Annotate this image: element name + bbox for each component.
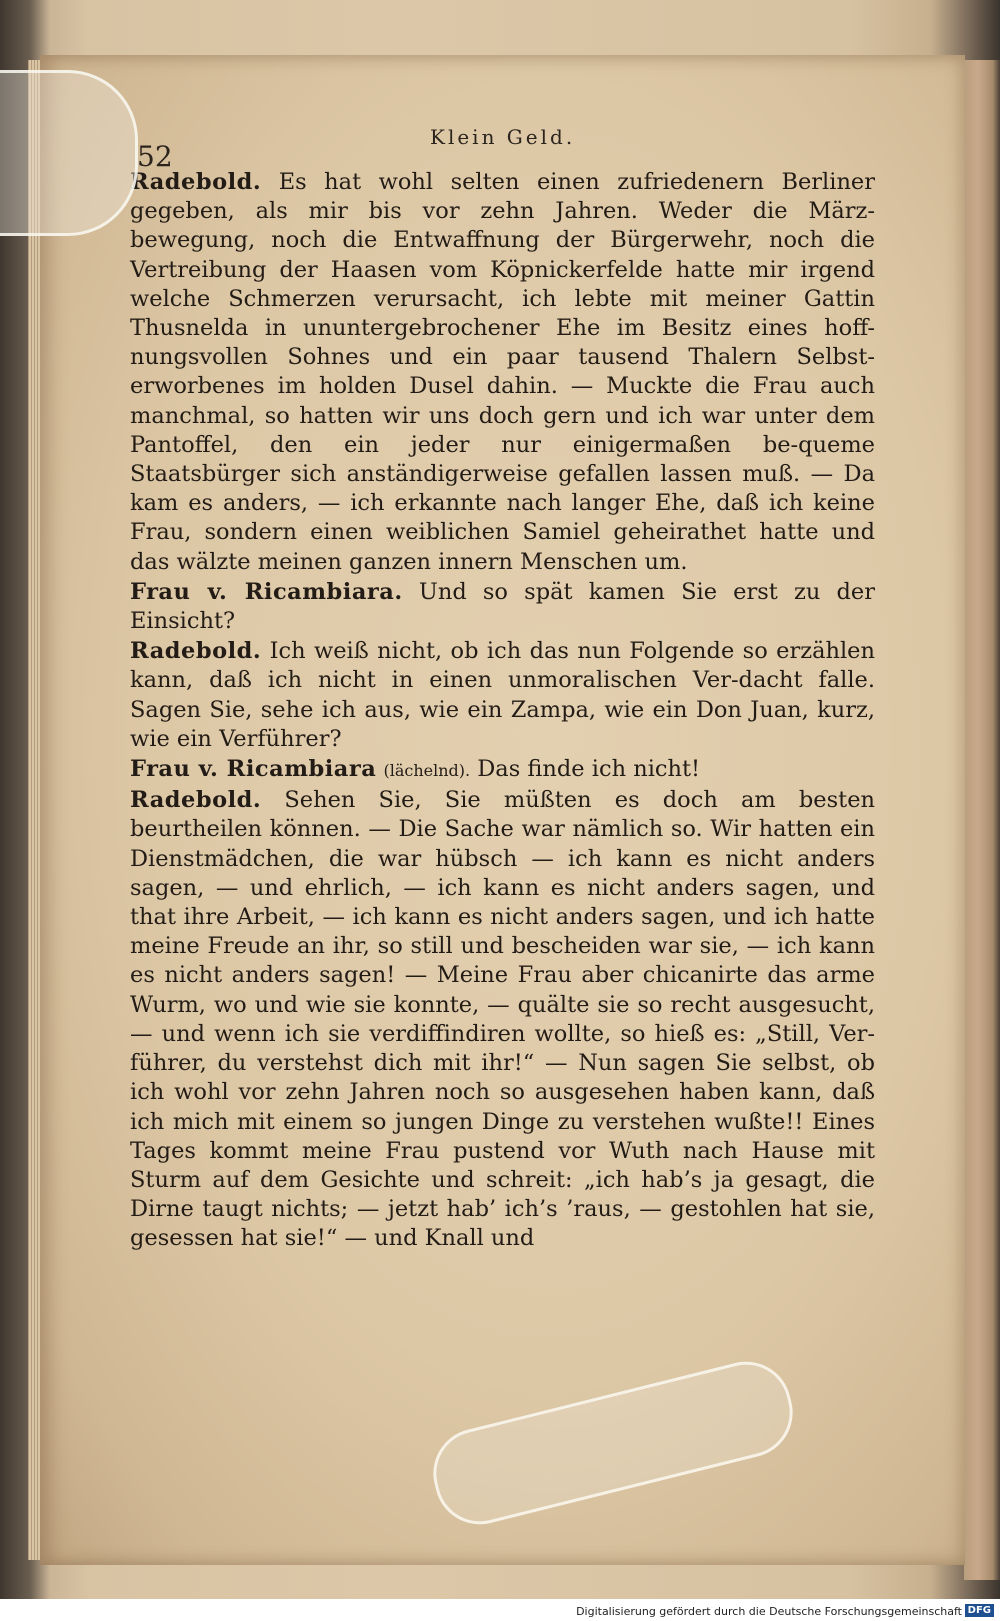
paragraph: [130, 786, 875, 1253]
dfg-logo: DFG: [965, 1604, 994, 1617]
stage-direction: (lächelnd).: [383, 761, 471, 781]
speaker-name: Radebold.: [130, 787, 262, 814]
paragraph: [130, 755, 875, 785]
paragraph: [130, 578, 875, 636]
running-title: Klein Geld.: [430, 125, 576, 149]
dialogue-text: Sehen Sie, Sie müßten es doch am besten beurtheilen können. — Die Sache war nämlich so. Wir hatten ein Dienstmädchen, die war hübsch — ich kann es nicht anders sagen, — und ehrlich, — ich kann es nicht anders sagen, und that ihre Arbeit, — ich kann es nicht anders sagen, und ich hatte meine Freude an ihr, so still und bescheiden war sie, — ich kann es nicht anders sagen! — Meine Frau aber chicanirte das arme Wurm, wo und wie sie konnte, — quälte sie so recht ausgesucht, — und wenn ich sie verdiffindiren wollte, so hieß es: „Still, Ver-führer, du verstehst dich mit ihr!“ — Nun sagen Sie selbst, ob ich wohl vor zehn Jahren noch so ausgesehen haben kann, daß ich mich mit einem so jungen Dinge zu verstehen wußte!! Eines Tages kommt meine Frau pustend vor Wuth nach Hause mit Sturm auf dem Gesichte und schreit: „ich hab’s ja gesagt, die Dirne taugt nichts; — jetzt hab’ ich’s ’raus, — gestohlen hat sie, gesessen hat sie!“ — und Knall und: [130, 787, 875, 1252]
speaker-name: Radebold.: [130, 638, 262, 665]
page-number: 52: [137, 140, 173, 173]
body-text: [130, 168, 875, 1255]
dialogue-text: Und so spät kamen Sie erst zu der Einsicht?: [130, 578, 876, 635]
speaker-name: Radebold.: [130, 169, 262, 195]
right-page-edge: [964, 60, 1000, 1580]
page-clip-top: [0, 70, 138, 236]
speaker-name: Frau v. Ricambiara: [130, 756, 377, 783]
dialogue-text: Ich weiß nicht, ob ich das nun Folgende so erzählen kann, daß ich nicht in einen unmoralischen Ver-dacht falle. Sagen Sie, sehe ich aus, wie ein Zampa, wie ein Don Juan, kurz, wie ein Verführer?: [130, 638, 875, 752]
dialogue-text: Es hat wohl selten einen zufriedenern Berliner gegeben, als mir bis vor zehn Jahren. Weder die März-bewegung, noch die Entwaffnung der Bürgerwehr, noch die Vertreibung der Haasen vom Köpnickerfelde hatte mir irgend welche Schmerzen verursacht, ich lebte mit meiner Gattin Thusnelda in ununtergebrochener Ehe im Besitz eines hoff-nungsvollen Sohnes und ein paar tausend Thalern Selbst-erworbenes im holden Dusel dahin. — Muckte die Frau auch manchmal, so hatten wir uns doch gern und ich war unter dem Pantoffel, den ein jeder nur einigermaßen be-queme Staatsbürger sich anständigerweise gefallen lassen muß. — Da kam es anders, — ich erkannte nach langer Ehe, daß ich keine Frau, sondern einen weiblichen Samiel geheirathet hatte und das wälzte meinen ganzen innern Menschen um.: [130, 169, 876, 575]
footer-credit: Digitalisierung gefördert durch die Deutsche Forschungsgemeinschaft: [576, 1605, 962, 1618]
paragraph: [130, 168, 875, 577]
dialogue-text: Das finde ich nicht!: [477, 756, 701, 783]
speaker-name: Frau v. Ricambiara.: [130, 578, 403, 605]
paragraph: [130, 637, 875, 754]
